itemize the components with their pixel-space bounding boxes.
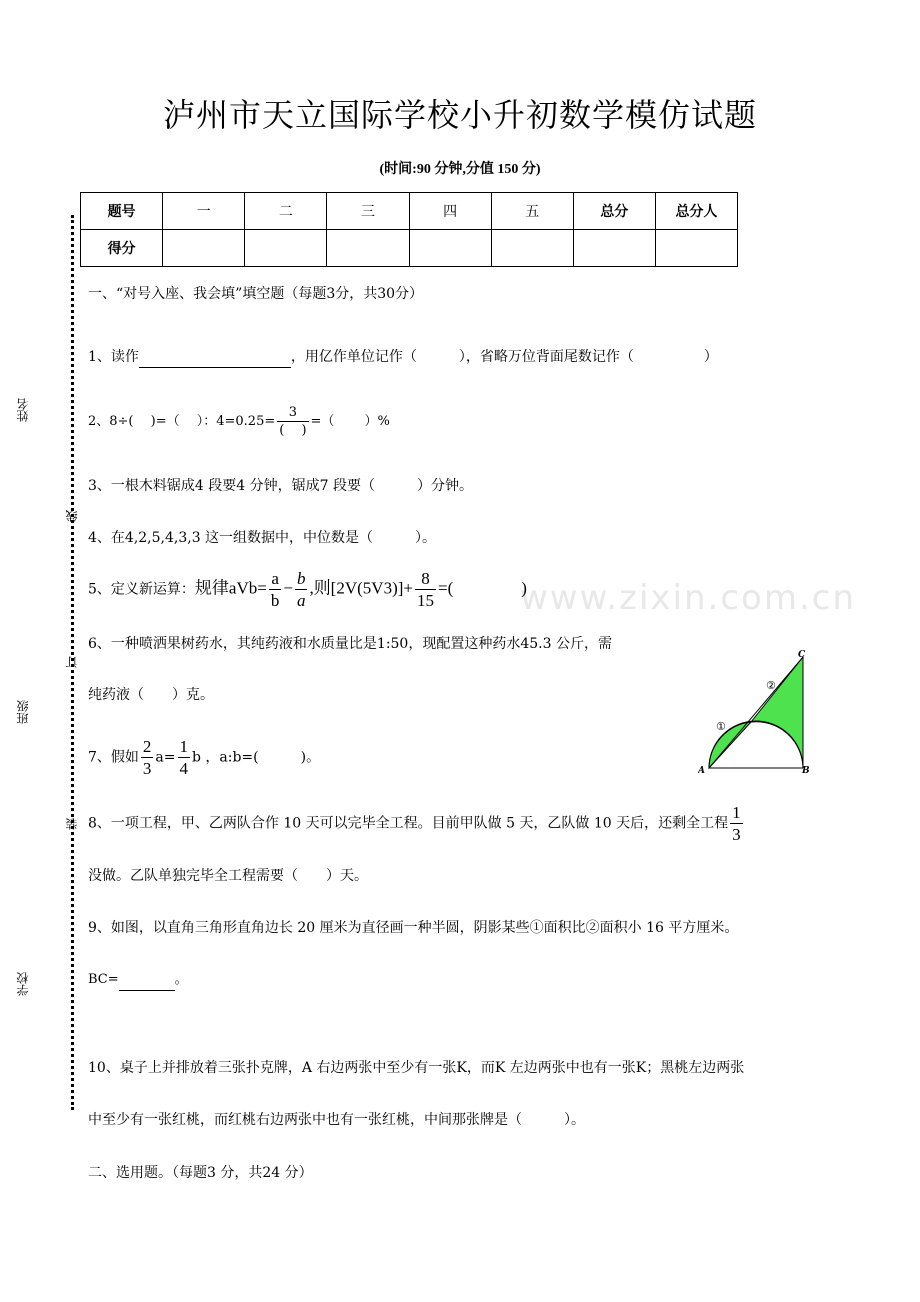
table-cell: 总分	[573, 193, 655, 230]
table-cell: 得分	[81, 230, 163, 267]
margin-label-class: 班级	[16, 700, 30, 724]
fraction: $\frac{8}{15}$	[416, 569, 434, 610]
margin-label-name: 姓名	[16, 398, 30, 422]
table-cell: 二	[245, 193, 327, 230]
fraction: $\frac{1}{3}$	[732, 803, 741, 844]
table-row-score	[81, 230, 738, 267]
question-9: 9、如图，以直角三角形直角边长 20 厘米为直径画一种半圆，阴影某些①面积比②面积小 16 平方厘米。	[88, 920, 739, 936]
table-cell: 一	[163, 193, 245, 230]
question-7: 7、假如 $\frac{2}{3}$ a= $\frac{1}{4}$ b ，a:b=( )。	[88, 737, 321, 778]
fraction: $\frac{b}{a}$	[296, 569, 306, 610]
score-cell-blank[interactable]	[409, 230, 491, 267]
question-1: 1、读作 ，用亿作单位记作（ ），省略万位背面尾数记作（ ）	[88, 347, 718, 368]
region-label-1: ①	[716, 720, 726, 733]
fraction: $\frac{3}{( )}$	[279, 405, 307, 438]
question-6: 6、一种喷洒果树药水，其纯药液和水质量比是1:50，现配置这种药水45.3 公斤，需	[88, 636, 612, 652]
table-cell: 总分人	[655, 193, 737, 230]
table-cell: 三	[327, 193, 409, 230]
question-6-continued: 纯药液（ ）克。	[88, 687, 214, 703]
question-4: 4、在4,2,5,4,3,3 这一组数据中，中位数是（ ）。	[88, 530, 437, 546]
question-2: 2、8÷( )=（ ）：4=0.25= $\frac{3}{( )}$ =（ ）%	[88, 405, 390, 438]
page-title: 泸州市天立国际学校小升初数学模仿试题	[162, 96, 757, 134]
semicircle-triangle-figure	[698, 645, 818, 784]
table-cell: 题号	[81, 193, 163, 230]
question-8-continued: 没做。乙队单独完毕全工程需要（ ）天。	[88, 868, 368, 884]
exam-duration-info: (时间:90 分钟,分值 150 分)	[379, 162, 541, 177]
score-table	[80, 192, 738, 267]
question-10: 10、桌子上并排放着三张扑克牌，A 右边两张中至少有一张K，而K 左边两张中也有一张K；黑桃左边两张	[88, 1060, 745, 1076]
fraction: $\frac{1}{4}$	[179, 737, 188, 778]
geometry-diagram	[698, 645, 818, 780]
question-10-continued: 中至少有一张红桃，而红桃右边两张中也有一张红桃，中间那张牌是（ ）。	[88, 1112, 585, 1128]
section-1-heading: 一、“对号入座、我会填”填空题（每题3分，共30分）	[88, 286, 424, 302]
section-2-heading: 二、选用题。（每题3 分，共24 分）	[88, 1165, 313, 1181]
score-cell-blank[interactable]	[655, 230, 737, 267]
margin-label-bind: 装	[65, 818, 79, 830]
margin-label-order: 订	[65, 656, 79, 668]
vertex-label-b: B	[802, 766, 810, 776]
table-row-header	[81, 193, 738, 230]
watermark: www.zixin.com.cn	[520, 578, 856, 618]
score-cell-blank[interactable]	[327, 230, 409, 267]
answer-blank[interactable]	[139, 347, 291, 368]
answer-blank[interactable]	[119, 970, 175, 991]
shaded-region-2	[751, 657, 803, 768]
score-cell-blank[interactable]	[573, 230, 655, 267]
fraction: $\frac{a}{b}$	[270, 569, 280, 610]
score-cell-blank[interactable]	[163, 230, 245, 267]
region-label-2: ②	[766, 679, 776, 692]
table-cell: 四	[409, 193, 491, 230]
question-5: 5、定义新运算：规律aVb= $\frac{a}{b}$ − $\frac{b}{a}$ ,则[2V(5V3)]+ $\frac{8}{15}$ =( )	[88, 569, 527, 610]
question-3: 3、一根木料锯成4 段要4 分钟，锯成7 段要（ ）分钟。	[88, 478, 473, 494]
vertex-label-c: C	[798, 650, 806, 660]
question-9-answer: BC= 。	[88, 970, 188, 991]
margin-label-school: 学校	[16, 972, 30, 996]
score-cell-blank[interactable]	[245, 230, 327, 267]
fraction: $\frac{2}{3}$	[142, 737, 152, 778]
table-cell: 五	[491, 193, 573, 230]
vertex-label-a: A	[698, 766, 705, 776]
score-cell-blank[interactable]	[491, 230, 573, 267]
question-8: 8、一项工程，甲、乙两队合作 10 天可以完毕全工程。目前甲队做 5 天，乙队做 10 天后，还剩全工程 $\frac{1}{3}$	[88, 803, 741, 844]
margin-label-line: 线	[65, 510, 79, 522]
